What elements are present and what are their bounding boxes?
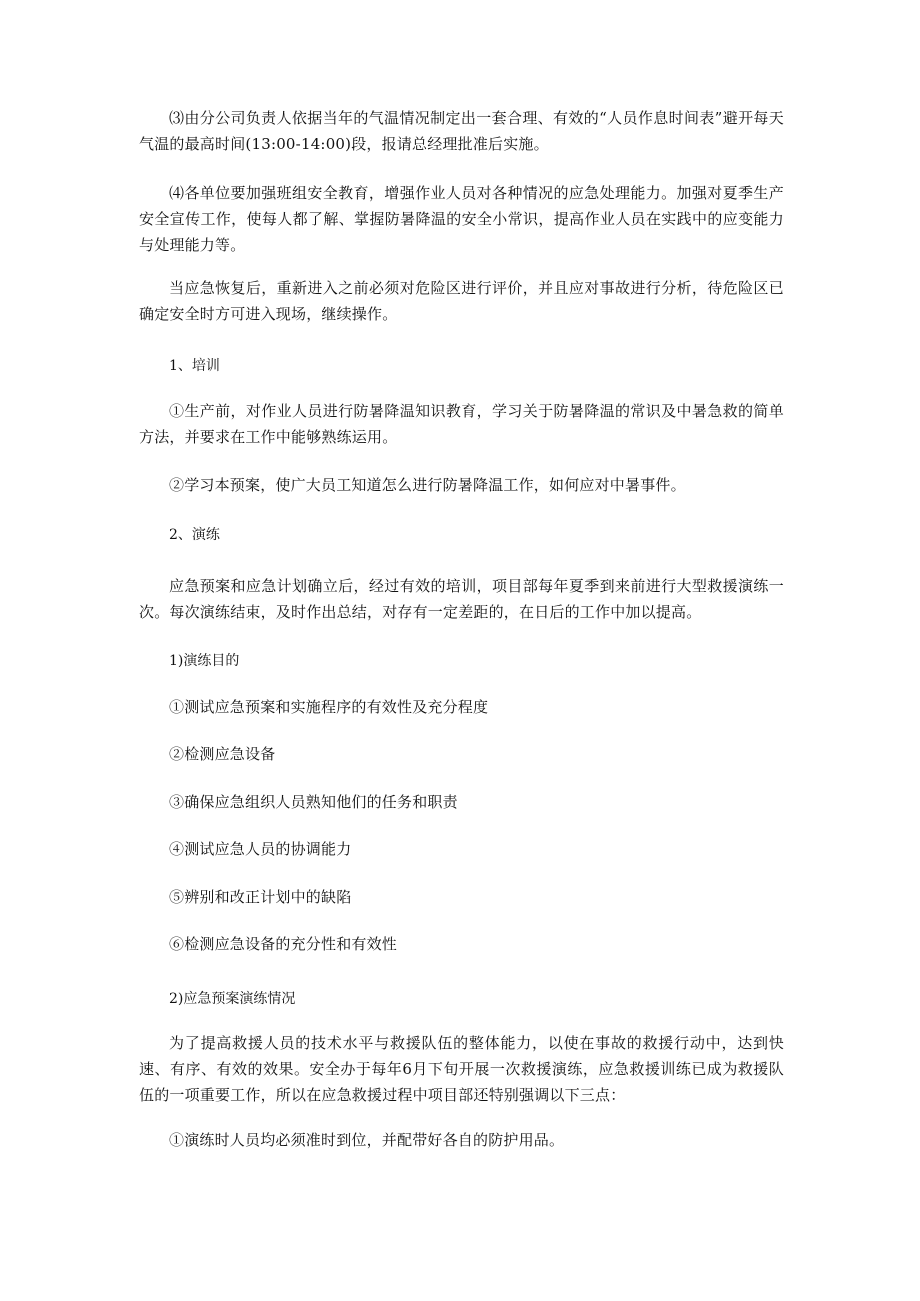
list-item-drill-point-1: ①演练时人员均必须准时到位，并配带好各自的防护用品。 — [169, 1131, 565, 1149]
subheading-drill-purpose: 1)演练目的 — [169, 653, 240, 669]
list-item-purpose-1: ①测试应急预案和实施程序的有效性及充分程度 — [169, 698, 489, 716]
paragraph-drill-status: 为了提高救援人员的技术水平与救援队伍的整体能力，以使在事故的救援行动中，达到快速、有序、有效的效果。安全办于每年6月下旬开展一次救援演练，应急救援训练已成为救援队伍的一项重要工作，所以在应急救援过程中项目部还特别强调以下三点： — [139, 1034, 784, 1104]
paragraph-drill-intro: 应急预案和应急计划确立后，经过有效的培训，项目部每年夏季到来前进行大型救援演练一次。每次演练结束，及时作出总结，对存有一定差距的，在日后的工作中加以提高。 — [139, 577, 784, 621]
paragraph-safety-education: ⑷各单位要加强班组安全教育，增强作业人员对各种情况的应急处理能力。加强对夏季生产安全宣传工作，使每人都了解、掌握防暑降温的安全小常识，提高作业人员在实践中的应变能力与处理能力等。 — [139, 184, 784, 254]
paragraph-recovery: 当应急恢复后，重新进入之前必须对危险区进行评价，并且应对事故进行分析，待危险区已确定安全时方可进入现场，继续操作。 — [139, 279, 784, 323]
list-item-purpose-4: ④测试应急人员的协调能力 — [169, 840, 352, 858]
list-item-purpose-3: ③确保应急组织人员熟知他们的任务和职责 — [169, 793, 458, 811]
list-item-purpose-2: ②检测应急设备 — [169, 745, 276, 763]
section-heading-training: 1、培训 — [169, 358, 220, 374]
paragraph-training-1: ①生产前，对作业人员进行防暑降温知识教育，学习关于防暑降温的常识及中暑急救的简单方法，并要求在工作中能够熟练运用。 — [139, 402, 784, 446]
list-item-purpose-5: ⑤辨别和改正计划中的缺陷 — [169, 888, 352, 906]
paragraph-work-schedule: ⑶由分公司负责人依据当年的气温情况制定出一套合理、有效的“人员作息时间表”避开每天气温的最高时间(13:00-14:00)段，报请总经理批准后实施。 — [139, 109, 784, 153]
section-heading-drill: 2、演练 — [169, 527, 220, 543]
subheading-drill-status: 2)应急预案演练情况 — [169, 991, 296, 1007]
paragraph-training-2: ②学习本预案，使广大员工知道怎么进行防暑降温工作，如何应对中暑事件。 — [169, 476, 686, 494]
list-item-purpose-6: ⑥检测应急设备的充分性和有效性 — [169, 935, 398, 953]
